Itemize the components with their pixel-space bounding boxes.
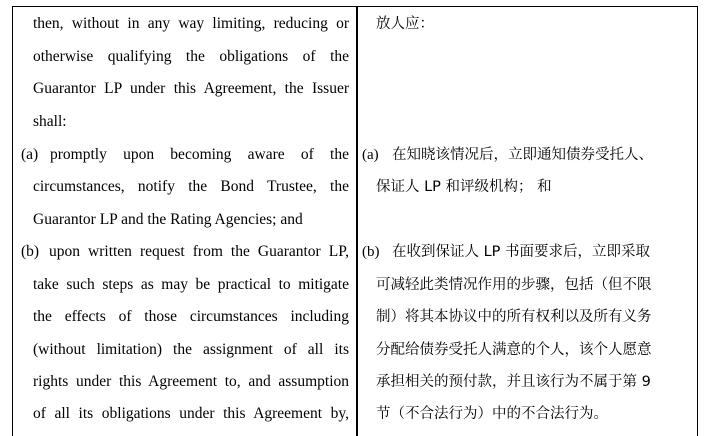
zh-item-a-line: 在知晓该情况后，立即通知债券受托人、 [392, 147, 653, 163]
item-b-marker: (b) [21, 243, 40, 260]
item-b-line: rights under this Agreement to, and assumption [33, 373, 349, 390]
item-a-line: promptly upon becoming aware of the [50, 146, 349, 163]
zh-item-a-line: 保证人 LP 和评级机构； 和 [376, 179, 552, 195]
item-a-marker: (a) [21, 146, 39, 163]
zh-item-b-line: 承担相关的预付款，并且该行为不属于第 9 [376, 374, 651, 390]
item-b-line: of all its obligations under this Agreement by, [33, 405, 349, 422]
zh-item-b-line: 节（不合法行为）中的不合法行为。 [376, 406, 608, 422]
english-intro-line: shall: [33, 113, 67, 130]
zh-item-b-line: 分配给债券受托人满意的个人，该个人愿意 [376, 342, 652, 358]
zh-item-b-line: 在收到保证人 LP 书面要求后，立即采取 [392, 244, 651, 260]
chinese-intro-line: 放人应： [376, 16, 434, 32]
item-b-line: the effects of those circumstances including [33, 308, 349, 325]
zh-item-b-marker: (b) [362, 244, 380, 260]
column-divider [356, 6, 358, 436]
english-intro-line: then, without in any way limiting, reducing or [33, 15, 349, 32]
item-b-line: (without limitation) the assignment of all its [33, 341, 349, 358]
english-intro-line: otherwise qualifying the obligations of the [33, 48, 349, 65]
zh-item-b-line: 制）将其本协议中的所有权利以及所有义务 [376, 309, 652, 325]
item-b-line: take such steps as may be practical to mitigate [33, 276, 349, 293]
english-intro-line: Guarantor LP under this Agreement, the Issuer [33, 80, 349, 97]
item-a-line: Guarantor LP and the Rating Agencies; and [33, 211, 303, 228]
item-b-line: upon written request from the Guarantor LP, [49, 243, 349, 260]
zh-item-b-line: 可减轻此类情况作用的步骤，包括（但不限 [376, 277, 652, 293]
item-a-line: circumstances, notify the Bond Trustee, the [33, 178, 349, 195]
zh-item-a-marker: (a) [362, 147, 379, 163]
